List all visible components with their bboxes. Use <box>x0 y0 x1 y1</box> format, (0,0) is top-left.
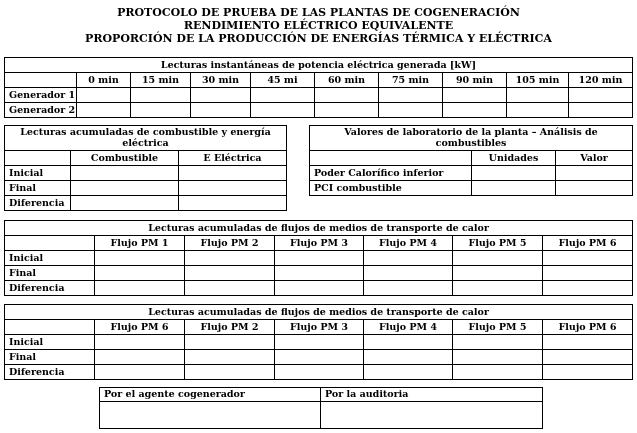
input-cell[interactable] <box>453 281 543 296</box>
input-cell[interactable] <box>472 181 556 196</box>
column-header: 45 mi <box>251 73 315 88</box>
input-cell[interactable] <box>95 335 185 350</box>
input-cell[interactable] <box>453 266 543 281</box>
input-cell[interactable] <box>77 103 131 118</box>
column-header: E Eléctrica <box>179 151 287 166</box>
document-title-line-3: PROPORCIÓN DE LA PRODUCCIÓN DE ENERGÍAS TÉRMICA Y ELÉCTRICA <box>85 32 552 45</box>
table-row <box>5 181 287 196</box>
audit-signature-label: Por la auditoria <box>321 388 543 402</box>
column-header: Flujo PM 6 <box>543 236 633 251</box>
input-cell[interactable] <box>543 350 633 365</box>
input-cell[interactable] <box>131 88 191 103</box>
input-cell[interactable] <box>95 251 185 266</box>
input-cell[interactable] <box>71 166 179 181</box>
table-row <box>5 266 633 281</box>
input-cell[interactable] <box>275 266 364 281</box>
column-header: Unidades <box>472 151 556 166</box>
input-cell[interactable] <box>364 365 453 380</box>
input-cell[interactable] <box>179 196 287 211</box>
row-label: Inicial <box>5 335 95 350</box>
column-header: Flujo PM 5 <box>453 320 543 335</box>
input-cell[interactable] <box>95 266 185 281</box>
row-label: Diferencia <box>5 196 71 211</box>
row-label: Generador 1 <box>5 88 77 103</box>
input-cell[interactable] <box>77 88 131 103</box>
input-cell[interactable] <box>131 103 191 118</box>
column-header: 120 min <box>569 73 633 88</box>
column-header: Flujo PM 6 <box>543 320 633 335</box>
input-cell[interactable] <box>443 88 507 103</box>
input-cell[interactable] <box>185 350 275 365</box>
input-cell[interactable] <box>543 281 633 296</box>
input-cell[interactable] <box>569 88 633 103</box>
flow-table-1-title: Lecturas acumuladas de flujos de medios de transporte de calor <box>5 221 633 236</box>
column-header: Flujo PM 5 <box>453 236 543 251</box>
row-label: Inicial <box>5 251 95 266</box>
input-cell[interactable] <box>95 350 185 365</box>
input-cell[interactable] <box>543 365 633 380</box>
agent-signature-field[interactable] <box>100 402 321 429</box>
column-header: Flujo PM 6 <box>95 320 185 335</box>
input-cell[interactable] <box>453 365 543 380</box>
fuel-table-title: Lecturas acumuladas de combustible y energía eléctrica <box>5 126 287 151</box>
input-cell[interactable] <box>364 350 453 365</box>
input-cell[interactable] <box>507 103 569 118</box>
heat-flow-table-1 <box>4 220 633 296</box>
row-label: Final <box>5 350 95 365</box>
input-cell[interactable] <box>453 251 543 266</box>
input-cell[interactable] <box>364 335 453 350</box>
input-cell[interactable] <box>543 251 633 266</box>
column-header: Combustible <box>71 151 179 166</box>
corner-cell <box>5 151 71 166</box>
input-cell[interactable] <box>453 350 543 365</box>
audit-signature-field[interactable] <box>321 402 543 429</box>
agent-signature-label: Por el agente cogenerador <box>100 388 321 402</box>
column-header: Valor <box>556 151 633 166</box>
table-row <box>310 181 633 196</box>
column-header: Flujo PM 3 <box>275 320 364 335</box>
table-row <box>5 103 633 118</box>
input-cell[interactable] <box>185 251 275 266</box>
table-row <box>5 166 287 181</box>
row-label: Diferencia <box>5 365 95 380</box>
corner-cell <box>5 236 95 251</box>
input-cell[interactable] <box>364 251 453 266</box>
input-cell[interactable] <box>543 335 633 350</box>
input-cell[interactable] <box>185 266 275 281</box>
input-cell[interactable] <box>95 365 185 380</box>
table-row <box>310 166 633 181</box>
input-cell[interactable] <box>191 103 251 118</box>
input-cell[interactable] <box>364 281 453 296</box>
column-header: 105 min <box>507 73 569 88</box>
document-title-line-2: RENDIMIENTO ELÉCTRICO EQUIVALENTE <box>183 19 454 32</box>
input-cell[interactable] <box>315 103 379 118</box>
column-header: Flujo PM 4 <box>364 320 453 335</box>
fuel-energy-table <box>4 125 287 211</box>
input-cell[interactable] <box>569 103 633 118</box>
input-cell[interactable] <box>453 335 543 350</box>
table-row <box>5 350 633 365</box>
input-cell[interactable] <box>315 88 379 103</box>
input-cell[interactable] <box>507 88 569 103</box>
input-cell[interactable] <box>275 251 364 266</box>
input-cell[interactable] <box>251 103 315 118</box>
signature-table <box>99 387 543 429</box>
input-cell[interactable] <box>379 103 443 118</box>
table-row <box>5 251 633 266</box>
row-label: PCI combustible <box>310 181 472 196</box>
row-label: Poder Calorífico inferior <box>310 166 472 181</box>
corner-cell <box>310 151 472 166</box>
input-cell[interactable] <box>251 88 315 103</box>
column-header: Flujo PM 1 <box>95 236 185 251</box>
heat-flow-table-2 <box>4 304 633 380</box>
column-header: Flujo PM 3 <box>275 236 364 251</box>
input-cell[interactable] <box>275 335 364 350</box>
row-label: Final <box>5 266 95 281</box>
input-cell[interactable] <box>185 281 275 296</box>
row-label: Generador 2 <box>5 103 77 118</box>
column-header: 0 min <box>77 73 131 88</box>
lab-table-title: Valores de laboratorio de la planta – Análisis de combustibles <box>310 126 633 151</box>
input-cell[interactable] <box>191 88 251 103</box>
column-header: Flujo PM 2 <box>185 320 275 335</box>
power-readings-table <box>4 57 633 118</box>
input-cell[interactable] <box>71 181 179 196</box>
input-cell[interactable] <box>472 166 556 181</box>
input-cell[interactable] <box>71 196 179 211</box>
column-header: 90 min <box>443 73 507 88</box>
input-cell[interactable] <box>556 181 633 196</box>
column-header: Flujo PM 2 <box>185 236 275 251</box>
input-cell[interactable] <box>179 166 287 181</box>
column-header: 30 min <box>191 73 251 88</box>
corner-cell <box>5 320 95 335</box>
input-cell[interactable] <box>275 281 364 296</box>
table-row <box>5 281 633 296</box>
corner-cell <box>5 73 77 88</box>
column-header: 15 min <box>131 73 191 88</box>
column-header: 60 min <box>315 73 379 88</box>
column-header: 75 min <box>379 73 443 88</box>
input-cell[interactable] <box>443 103 507 118</box>
input-cell[interactable] <box>185 335 275 350</box>
column-header: Flujo PM 4 <box>364 236 453 251</box>
lab-values-table <box>309 125 633 196</box>
input-cell[interactable] <box>543 266 633 281</box>
input-cell[interactable] <box>275 350 364 365</box>
row-label: Final <box>5 181 71 196</box>
input-cell[interactable] <box>179 181 287 196</box>
row-label: Inicial <box>5 166 71 181</box>
row-label: Diferencia <box>5 281 95 296</box>
input-cell[interactable] <box>364 266 453 281</box>
input-cell[interactable] <box>185 365 275 380</box>
table-row <box>5 365 633 380</box>
input-cell[interactable] <box>95 281 185 296</box>
table-row <box>5 88 633 103</box>
table-row <box>5 196 287 211</box>
document-title-line-1: PROTOCOLO DE PRUEBA DE LAS PLANTAS DE COGENERACIÓN <box>117 6 520 19</box>
input-cell[interactable] <box>556 166 633 181</box>
flow-table-2-title: Lecturas acumuladas de flujos de medios de transporte de calor <box>5 305 633 320</box>
power-table-title: Lecturas instantáneas de potencia eléctrica generada [kW] <box>5 58 633 73</box>
input-cell[interactable] <box>379 88 443 103</box>
table-row <box>5 335 633 350</box>
input-cell[interactable] <box>275 365 364 380</box>
